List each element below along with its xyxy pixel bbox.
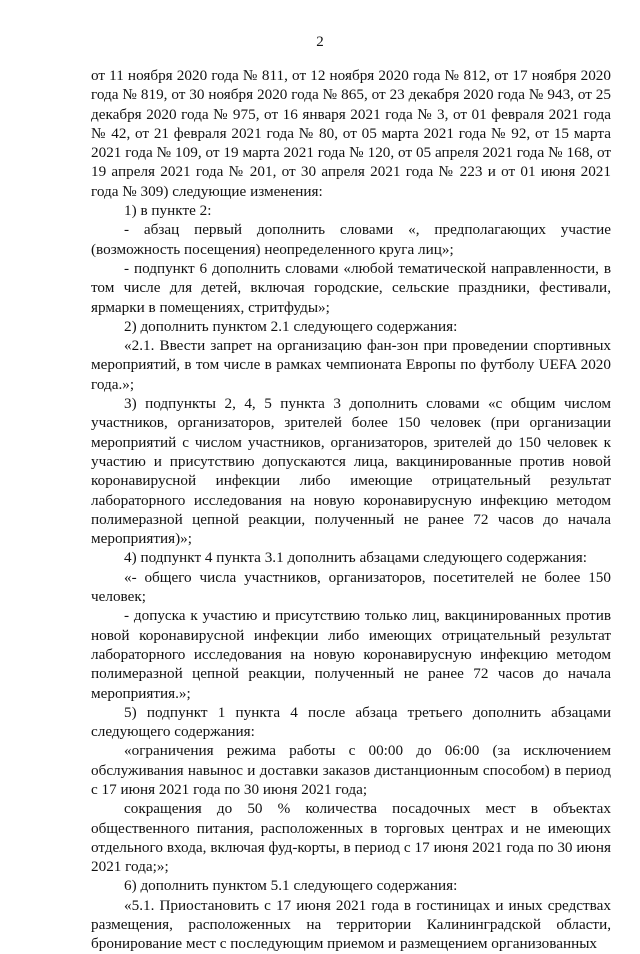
paragraph-amendment-list: от 11 ноября 2020 года № 811, от 12 ноября 2020 года № 812, от 17 ноября 2020 года № 819, от 30 ноября 2020 года № 865, от 23 декабря 2020 года № 943, от 25 декабря 2020 года № 975, от 16 января 2021 года № 3, от 01 февраля 2021 года № 42, от 21 февраля 2021 года № 80, от 05 марта 2021 года № 92, от 15 марта 2021 года № 109, от 19 марта 2021 года № 120, от 05 апреля 2021 года № 168, от 19 апреля 2021 года № 201, от 30 апреля 2021 года № 223 и от 01 июня 2021 года № 309) следующие изменения:	[91, 67, 611, 200]
paragraph-item-5-second: сокращения до 50 % количества посадочных мест в объектах общественного питания, расположенных в торговых центрах и не имеющих отдельного входа, включая фуд-корты, в период с 17 июня 2021 года по 30 июня 2021 года;»;	[91, 800, 611, 876]
paragraph-item-1-second: - подпункт 6 дополнить словами «любой тематической направленности, в том числе для детей, включая городские, сельские праздники, фестивали, ярмарки в помещениях, стритфуды»;	[91, 259, 611, 316]
paragraph-item-1: 1) в пункте 2:	[124, 202, 212, 220]
paragraph-item-2: 2) дополнить пунктом 2.1 следующего содержания:	[124, 317, 458, 335]
paragraph-item-6: 6) дополнить пунктом 5.1 следующего содержания:	[124, 877, 458, 895]
paragraph-item-4: 4) подпункт 4 пункта 3.1 дополнить абзацами следующего содержания:	[124, 549, 587, 567]
paragraph-item-4-first: «- общего числа участников, организаторов, посетителей не более 150 человек;	[91, 568, 611, 606]
paragraph-item-4-second: - допуска к участию и присутствию только лиц, вакцинированных против новой коронавирусной инфекции либо имеющих отрицательный результат лабораторного исследования на новую коронавирусную инфекцию методом полимеразной цепной реакции, полученный не ранее 72 часов до начала мероприятия.»;	[91, 607, 611, 702]
paragraph-item-5: 5) подпункт 1 пункта 4 после абзаца третьего дополнить абзацами следующего содержания:	[91, 703, 611, 741]
page-number: 2	[316, 34, 324, 50]
paragraph-item-2-content: «2.1. Ввести запрет на организацию фан-зон при проведении спортивных мероприятий, в том числе в рамках чемпионата Европы по футболу UEFA 2020 года.»;	[91, 337, 611, 393]
paragraph-item-3: 3) подпункты 2, 4, 5 пункта 3 дополнить словами «с общим числом участников, организаторов, зрителей более 150 человек (при организации мероприятий с числом участников, организаторов, зрителей до 150 человек к участию и присутствию допускаются лица, вакцинированные против новой коронавирусной инфекции либо имеющие отрицательный результат лабораторного исследования на новую коронавирусную инфекцию методом полимеразной цепной реакции, полученный не ранее 72 часов до начала мероприятия)»;	[91, 395, 611, 548]
paragraph-item-1-first: - абзац первый дополнить словами «, предполагающих участие (возможность посещения) неопределенного круга лиц»;	[91, 221, 611, 258]
paragraph-item-5-first: «ограничения режима работы с 00:00 до 06:00 (за исключением обслуживания навынос и доставки заказов дистанционным способом) в период с 17 июня 2021 года по 30 июня 2021 года;	[91, 742, 611, 798]
paragraph-item-6-content: «5.1. Приостановить с 17 июня 2021 года в гостиницах и иных средствах размещения, расположенных на территории Калининградской области, бронирование мест с последующим приемом и размещением организованных	[91, 896, 611, 953]
document-body	[91, 66, 611, 954]
